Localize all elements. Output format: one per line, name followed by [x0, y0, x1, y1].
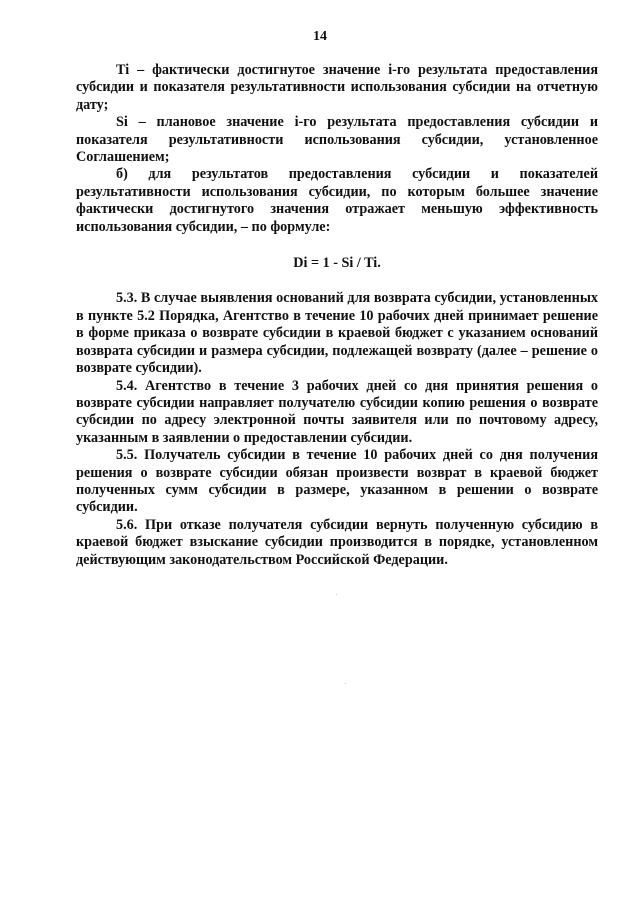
scan-speck [345, 683, 346, 684]
section-5-6: 5.6. При отказе получателя субсидии вернуть полученную субсидию в краевой бюджет взыскание субсидии производится в порядке, установленном действующим законодательством Российской Федерации. [76, 516, 598, 568]
section-5-5: 5.5. Получатель субсидии в течение 10 рабочих дней со дня получения решения о возврате субсидии обязан произвести возврат в краевой бюджет полученных сумм субсидии в размере, указанном в решении о возврате субсидии. [76, 447, 598, 516]
scan-speck [336, 594, 337, 595]
paragraph-formula-intro: б) для результатов предоставления субсидии и показателей результативности использования субсидии, по которым большее значение фактически достигнутого значения отражает меньшую эффективность использования субсидии, – по формуле: [76, 166, 598, 235]
paragraph-ti-definition: Ti – фактически достигнутое значение i-го результата предоставления субсидии и показателя результативности использования субсидии на отчетную дату; [76, 62, 598, 113]
formula: Di = 1 - Si / Ti. [293, 255, 381, 272]
paragraph-si-definition: Si – плановое значение i-го результата предоставления субсидии и показателя результативности использования субсидии, установленное Соглашением; [76, 114, 598, 166]
section-5-4: 5.4. Агентство в течение 3 рабочих дней со дня принятия решения о возврате субсидии направляет получателю субсидии копию решения о возврате субсидии по адресу электронной почты заявителя или по почтовому адресу, указанным в заявлении о предоставлении субсидии. [76, 377, 598, 446]
page-number: 14 [313, 29, 327, 44]
document-body [76, 62, 598, 569]
section-5-3: 5.3. В случае выявления оснований для возврата субсидии, установленных в пункте 5.2 Порядка, Агентство в течение 10 рабочих дней принимает решение в форме приказа о возврате субсидии в краевой бюджет с указанием оснований возврата субсидии и размера субсидии, подлежащей возврату (далее – решение о возврате субсидии). [76, 290, 598, 377]
